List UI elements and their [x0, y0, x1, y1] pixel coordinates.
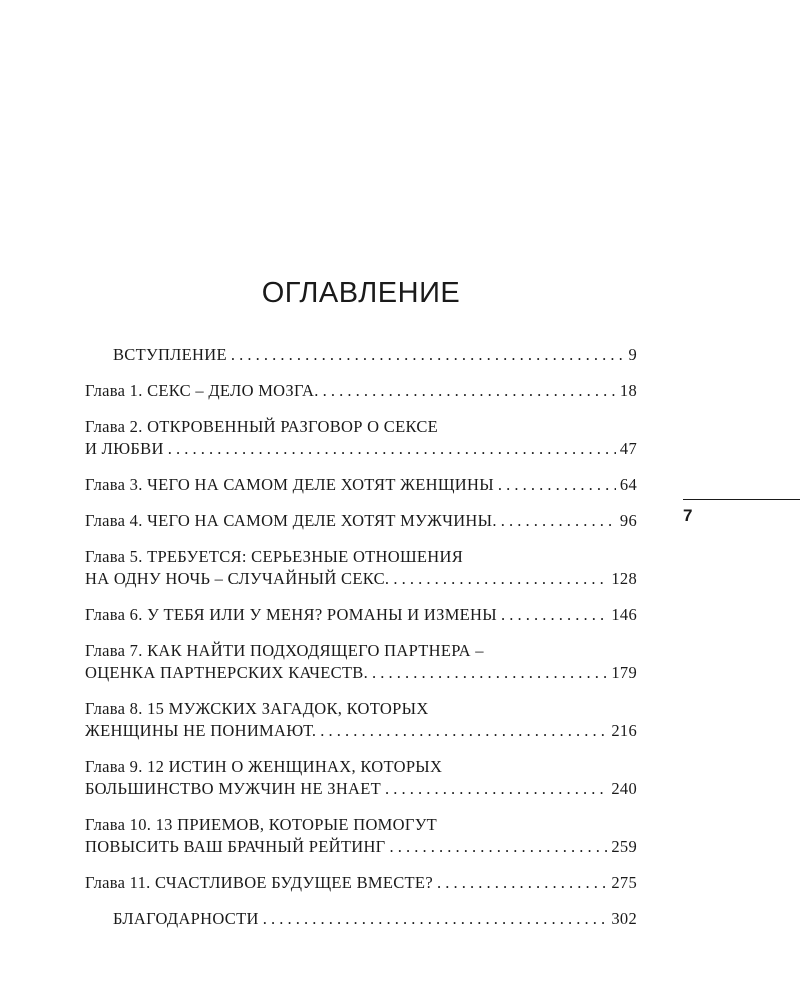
toc-entry-chapter-2[interactable] — [85, 416, 637, 460]
toc-page-number: 259 — [611, 837, 637, 856]
toc-entry-chapter-8[interactable] — [85, 698, 637, 742]
dot-leader — [372, 662, 607, 684]
dot-leader — [320, 720, 607, 742]
toc-page-number: 216 — [611, 721, 637, 740]
toc-page-number: 47 — [619, 439, 637, 458]
dot-leader — [323, 380, 616, 402]
toc-entry-introduction[interactable] — [85, 344, 637, 366]
toc-page-number: 18 — [619, 381, 637, 400]
toc-entry-title: ОЦЕНКА ПАРТНЕРСКИХ КАЧЕСТВ. — [85, 663, 369, 682]
toc-entry-chapter-4[interactable] — [85, 510, 637, 532]
header-rule — [683, 499, 800, 500]
toc-entry-title-line1: Глава 7. КАК НАЙТИ ПОДХОДЯЩЕГО ПАРТНЕРА – — [85, 641, 484, 660]
toc-entry-chapter-7[interactable] — [85, 640, 637, 684]
dot-leader — [263, 908, 608, 930]
toc-entry-title: Глава 1. СЕКС – ДЕЛО МОЗГА. — [85, 381, 319, 400]
toc-entry-title: Глава 11. СЧАСТЛИВОЕ БУДУЩЕЕ ВМЕСТЕ? — [85, 873, 433, 892]
toc-entry-title: НА ОДНУ НОЧЬ – СЛУЧАЙНЫЙ СЕКС. — [85, 569, 390, 588]
toc-entry-title: Глава 4. ЧЕГО НА САМОМ ДЕЛЕ ХОТЯТ МУЖЧИНЫ. — [85, 511, 497, 530]
toc-entry-title: БЛАГОДАРНОСТИ — [113, 909, 259, 928]
toc-page-number: 64 — [619, 475, 637, 494]
toc-entry-title-line1: Глава 9. 12 ИСТИН О ЖЕНЩИНАХ, КОТОРЫХ — [85, 757, 443, 776]
toc-entry-title: Глава 3. ЧЕГО НА САМОМ ДЕЛЕ ХОТЯТ ЖЕНЩИНЫ — [85, 475, 494, 494]
dot-leader — [437, 872, 607, 894]
toc-entry-title-line1: Глава 2. ОТКРОВЕННЫЙ РАЗГОВОР О СЕКСЕ — [85, 417, 439, 436]
toc-entry-chapter-11[interactable] — [85, 872, 637, 894]
dot-leader — [498, 474, 616, 496]
dot-leader — [385, 778, 607, 800]
page-title: ОГЛАВЛЕНИЕ — [261, 277, 461, 310]
toc-entry-chapter-5[interactable] — [85, 546, 637, 590]
toc-page-number: 275 — [611, 873, 637, 892]
toc-page-number: 96 — [619, 511, 637, 530]
toc-page-number: 302 — [611, 909, 637, 928]
toc-entry-chapter-1[interactable] — [85, 380, 637, 402]
dot-leader — [501, 510, 616, 532]
toc-entry-title: БОЛЬШИНСТВО МУЖЧИН НЕ ЗНАЕТ — [85, 779, 382, 798]
toc-entry-title: Глава 6. У ТЕБЯ ИЛИ У МЕНЯ? РОМАНЫ И ИЗМЕНЫ — [85, 605, 497, 624]
toc-page-number: 9 — [628, 345, 637, 364]
toc-entry-title: ЖЕНЩИНЫ НЕ ПОНИМАЮТ. — [85, 721, 317, 740]
dot-leader — [390, 836, 608, 858]
toc-entry-title: ВСТУПЛЕНИЕ — [113, 345, 227, 364]
toc-entry-title-line1: Глава 8. 15 МУЖСКИХ ЗАГАДОК, КОТОРЫХ — [85, 699, 429, 718]
table-of-contents — [85, 344, 637, 944]
toc-page-number: 179 — [611, 663, 637, 682]
toc-page-number: 240 — [611, 779, 637, 798]
toc-entry-chapter-10[interactable] — [85, 814, 637, 858]
dot-leader — [231, 344, 625, 366]
toc-entry-chapter-6[interactable] — [85, 604, 637, 626]
toc-page-number: 128 — [611, 569, 637, 588]
toc-entry-title: ПОВЫСИТЬ ВАШ БРАЧНЫЙ РЕЙТИНГ — [85, 837, 386, 856]
toc-entry-title-line1: Глава 5. ТРЕБУЕТСЯ: СЕРЬЕЗНЫЕ ОТНОШЕНИЯ — [85, 547, 464, 566]
toc-entry-chapter-9[interactable] — [85, 756, 637, 800]
dot-leader — [501, 604, 607, 626]
dot-leader — [393, 568, 607, 590]
page-number: 7 — [683, 506, 693, 525]
toc-entry-title: И ЛЮБВИ — [85, 439, 164, 458]
toc-entry-title-line1: Глава 10. 13 ПРИЕМОВ, КОТОРЫЕ ПОМОГУТ — [85, 815, 438, 834]
toc-entry-chapter-3[interactable] — [85, 474, 637, 496]
dot-leader — [168, 438, 616, 460]
toc-entry-acknowledgements[interactable] — [85, 908, 637, 930]
toc-page-number: 146 — [611, 605, 637, 624]
